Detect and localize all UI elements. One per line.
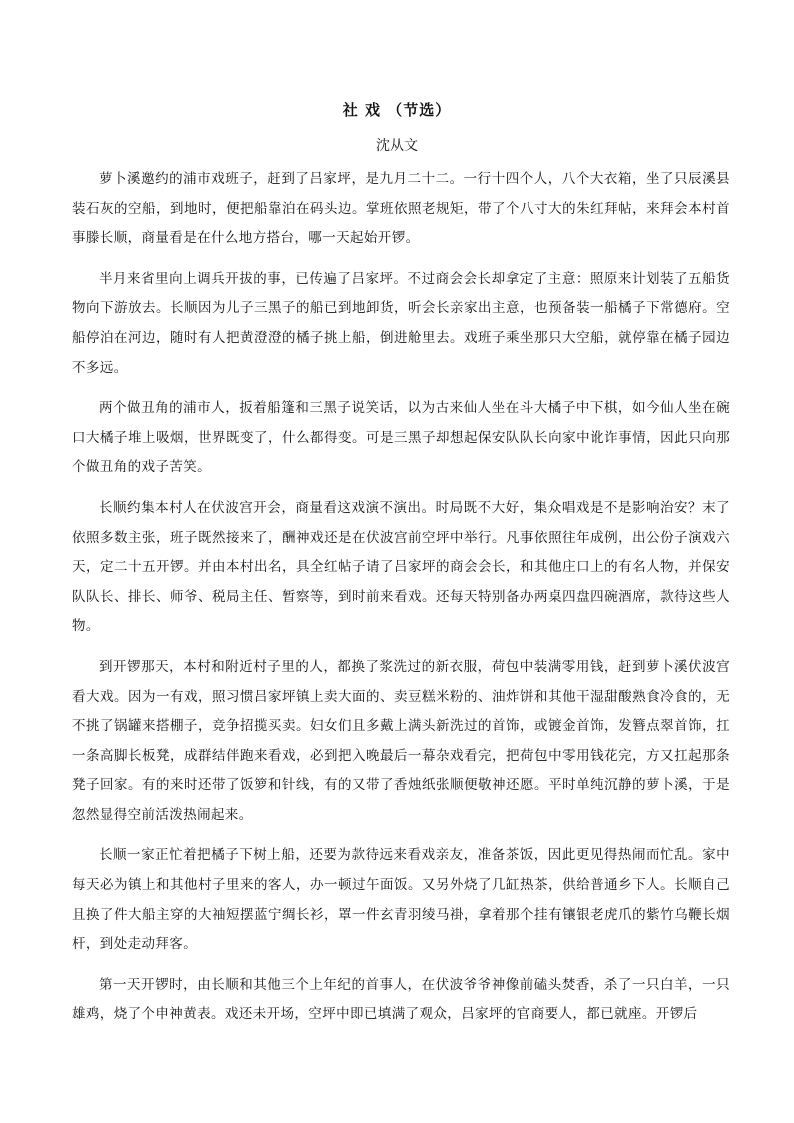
paragraph: 萝卜溪邀约的浦市戏班子，赶到了吕家坪，是九月二十二。一行十四个人，八个大衣箱，坐了只辰溪县装石灰的空船，到地时，便把船靠泊在码头边。掌班依照老规矩，带了个八寸大的朱红拜帖，来拜会本村首事滕长顺，商量看是在什么地方搭台，哪一天起始开锣。 (72, 171, 730, 247)
paragraph: 半月来省里向上调兵开拔的事，已传遍了吕家坪。不过商会会长却拿定了主意：照原来计划装了五船货物向下游放去。长顺因为儿子三黑子的船已到地卸货，听会长亲家出主意，也预备装一船橘子下常德府。空船停泊在河边，随时有人把黄澄澄的橘子挑上船，倒进舱里去。戏班子乘坐那只大空船，就停靠在橘子园边不多远。 (72, 270, 730, 376)
document-title: 社 戏 （节选） (342, 101, 452, 119)
paragraph: 两个做丑角的浦市人，扳着船篷和三黑子说笑话，以为古来仙人坐在斗大橘子中下棋，如今仙人坐在碗口大橘子堆上吸烟，世界既变了，什么都得变。可是三黑子却想起保安队队长向家中讹诈事情，因此只向那个做丑角的戏子苦笑。 (72, 400, 730, 476)
paragraph: 第一天开锣时，由长顺和其他三个上年纪的首事人，在伏波爷爷神像前磕头焚香，杀了一只白羊，一只雄鸡，烧了个申神黄表。戏还未开场，空坪中即已填满了观众，吕家坪的官商要人，都已就座。开锣后 (72, 976, 730, 1023)
paragraph: 到开锣那天，本村和附近村子里的人，都换了浆洗过的新衣服，荷包中装满零用钱，赶到萝卜溪伏波宫看大戏。因为一有戏，照习惯吕家坪镇上卖大面的、卖豆糕米粉的、油炸饼和其他干湿甜酸熟食冷食的，无不挑了锅罐来搭棚子，竞争招揽买卖。妇女们且多戴上满头新洗过的首饰，或镀金首饰，发簪点翠首饰，扛一条高脚长板凳，成群结伴跑来看戏，必到把入晚最后一幕杂戏看完，把荷包中零用钱花完，方又扛起那条凳子回家。有的来时还带了饭箩和针线，有的又带了香烛纸张顺便敬神还愿。平时单纯沉静的萝卜溪，于是忽然显得空前活泼热闹起来。 (72, 658, 730, 823)
paragraph: 长顺约集本村人在伏波宫开会，商量看这戏演不演出。时局既不大好，集众唱戏是不是影响治安？末了依照多数主张，班子既然接来了，酬神戏还是在伏波宫前空坪中举行。凡事依照往年成例，出公份子演戏六天，定二十五开锣。并由本村出名，具全红帖子请了吕家坪的商会会长，和其他庄口上的有名人物，并保安队队长、排长、师爷、税局主任、暂察等，到时前来看戏。还每天特别备办两桌四盘四碗酒席，款待这些人物。 (72, 499, 730, 635)
document-body (72, 165, 730, 1030)
document-author: 沈从文 (376, 138, 418, 154)
paragraph: 长顺一家正忙着把橘子下树上船，还要为款待远来看戏亲友，准备茶饭，因此更见得热闹而忙乱。家中每天必为镇上和其他村子里来的客人，办一顿过午面饭。又另外烧了几缸热茶，供给普通乡下人。长顺自己且换了件大船主穿的大袖短摆蓝宁绸长衫，罩一件玄青羽绫马褂，拿着那个挂有镶银老虎爪的紫竹乌鞭长烟杆，到处走动拜客。 (72, 847, 730, 953)
